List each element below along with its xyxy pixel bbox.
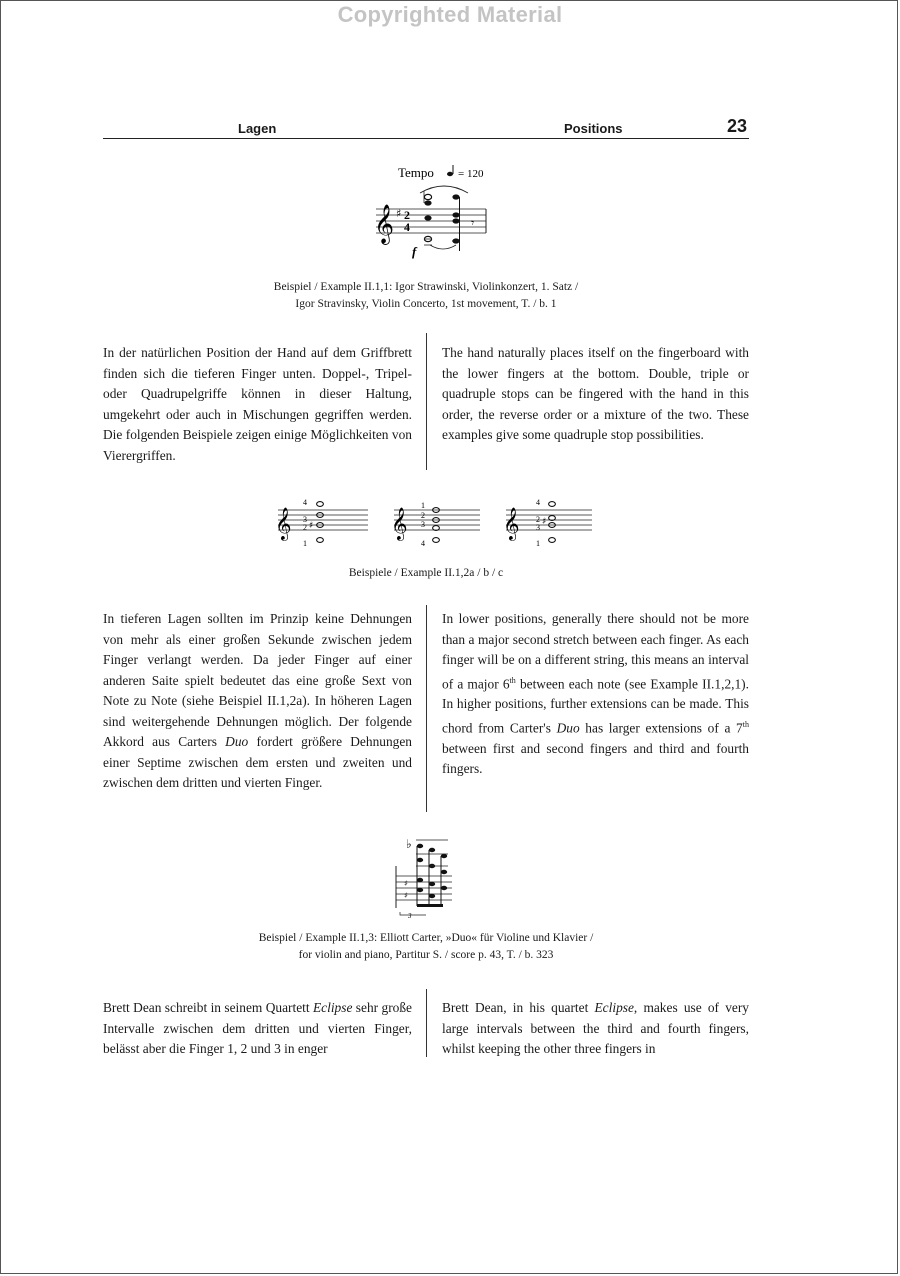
- svg-text:2: 2: [303, 523, 307, 532]
- section-3-english-text: Brett Dean, in his quartet Eclipse, makes use of very large intervals between the third and fourth fingers, whilst keeping the other three fingers in: [442, 1000, 749, 1056]
- section-3-german: [103, 998, 412, 1060]
- svg-text:♯: ♯: [404, 891, 408, 900]
- tempo-label: Tempo: [398, 165, 434, 180]
- quarter-note-icon: [447, 172, 453, 176]
- section-2-english: [442, 609, 749, 780]
- svg-text:3: 3: [421, 520, 425, 529]
- page-number: 23: [726, 116, 747, 136]
- svg-text:1: 1: [421, 501, 425, 510]
- svg-text:1: 1: [303, 539, 307, 548]
- example-1-caption-line-2: Igor Stravinsky, Violin Concerto, 1st movement, T. / b. 1: [295, 298, 557, 310]
- chord-example-c: [503, 498, 592, 548]
- svg-text:♯: ♯: [404, 879, 408, 888]
- treble-clef-icon: 𝄞: [503, 507, 520, 540]
- music-example-3: [392, 836, 462, 920]
- sharp-icon: ♯: [542, 517, 547, 527]
- running-head-right-title: Positions: [564, 121, 623, 136]
- section-3-english: [442, 998, 749, 1060]
- section-1-german: [103, 343, 412, 466]
- column-divider: [426, 989, 427, 1057]
- section-1-english: [442, 343, 749, 446]
- svg-text:2: 2: [421, 511, 425, 520]
- section-2-english-text: In lower positions, generally there should not be more than a major second stretch between each finger. As each finger will be on a different string, this means an interval of a major 6th between each note (see Example II.1,2,1). In higher positions, further extensions can be made. This chord from Carter's Duo has larger extensions of a 7th between first and second fingers and third and fourth fingers.: [442, 611, 749, 777]
- svg-text:4: 4: [404, 220, 410, 234]
- svg-text:3: 3: [303, 515, 307, 524]
- chord-example-b: [391, 501, 480, 548]
- section-1-english-text: The hand naturally places itself on the fingerboard with the lower fingers at the bottom. Double, triple or quadruple stops can be fingered with the hand in this order, the reverse order or a mixture of the two. These examples give some quadruple stop possibilities.: [442, 345, 749, 442]
- tuplet-number: 3: [408, 912, 412, 920]
- example-3-caption: [103, 930, 749, 964]
- section-3-german-text: Brett Dean schreibt in seinem Quartett Eclipse sehr große Intervalle zwischen dem dritten und vierten Finger, belässt aber die Finger 1, 2 und 3 in enger: [103, 1000, 412, 1056]
- rest-icon: 𝄾: [471, 216, 475, 230]
- svg-text:4: 4: [421, 539, 425, 548]
- tempo-value: = 120: [458, 168, 484, 180]
- svg-text:1: 1: [536, 539, 540, 548]
- column-divider: [426, 333, 427, 470]
- section-1-german-text: In der natürlichen Position der Hand auf dem Griffbrett finden sich die tieferen Finger unten. Doppel-, Tripel- oder Quadrupelgriffe können in dieser Haltung, umgekehrt oder auch in Mischungen gegriffen werden. Die folgenden Beispiele zeigen einige Möglichkeiten von Vierergriffen.: [103, 345, 412, 463]
- example-1-caption-line-1: Beispiel / Example II.1,1: Igor Strawinski, Violinkonzert, 1. Satz /: [273, 281, 579, 293]
- treble-clef-icon: 𝄞: [275, 507, 292, 540]
- sharp-icon: ♯: [309, 521, 314, 531]
- music-example-1: [368, 163, 498, 263]
- chord-example-a: [275, 498, 368, 548]
- tie: [430, 245, 456, 249]
- svg-text:3: 3: [536, 523, 540, 532]
- running-head: [103, 116, 749, 139]
- flat-icon: ♭: [406, 837, 412, 851]
- dynamic-marking: f: [412, 244, 417, 259]
- watermark: Copyrighted Material: [337, 2, 563, 27]
- svg-text:4: 4: [303, 498, 307, 507]
- svg-text:2: 2: [536, 515, 540, 524]
- section-2-german: [103, 609, 412, 794]
- example-3-caption-line-2: for violin and piano, Partitur S. / score p. 43, T. / b. 323: [298, 949, 554, 961]
- treble-clef-icon: 𝄞: [374, 204, 395, 244]
- treble-clef-icon: 𝄞: [391, 507, 408, 540]
- running-head-left-title: Lagen: [238, 121, 277, 136]
- example-2-caption: Beispiele / Example II.1,2a / b / c: [348, 567, 504, 579]
- column-divider: [426, 605, 427, 812]
- example-1-caption: [103, 279, 749, 313]
- time-signature: 2: [404, 208, 410, 222]
- svg-text:4: 4: [536, 498, 540, 507]
- section-2-german-text: In tieferen Lagen sollten im Prinzip keine Dehnungen von mehr als einer großen Sekunde zwischen jedem Finger verlangt werden. Da jeder Finger auf einer anderen Saite spielt bedeutet das eine große Sext von Note zu Note (siehe Beispiel II.1,2a). In höheren Lagen sind weitergehende Dehnungen möglich. Der folgende Akkord aus Carters Duo fordert größere Dehnungen einer Septime zwischen dem ersten und zweiten und zwischen dem dritten und vierten Finger.: [103, 611, 412, 790]
- example-3-caption-line-1: Beispiel / Example II.1,3: Elliott Carter, »Duo« für Violine und Klavier /: [258, 932, 594, 944]
- slur: [420, 186, 468, 193]
- music-example-2: [272, 492, 602, 552]
- sharp-key-signature-icon: ♯: [396, 207, 402, 220]
- chord-notes: [416, 840, 448, 907]
